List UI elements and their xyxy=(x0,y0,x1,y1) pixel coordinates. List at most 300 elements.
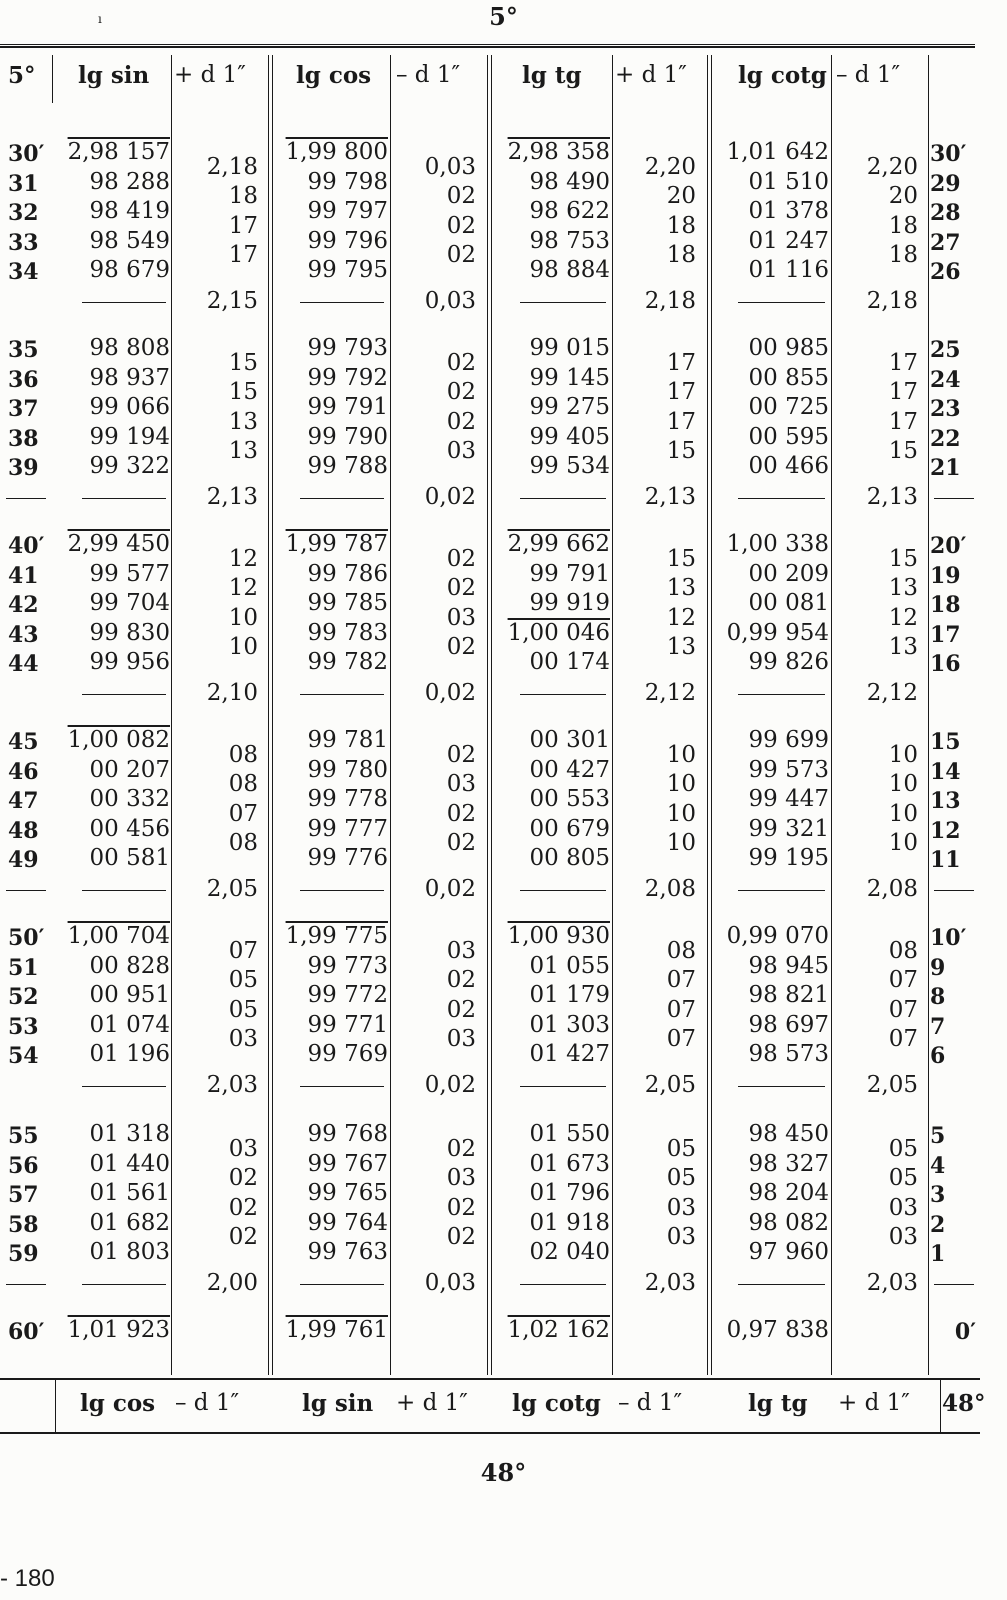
header-d-cotg: – d 1″ xyxy=(836,62,901,88)
lg-tg-cell xyxy=(498,785,610,815)
lg-cotg-cell xyxy=(716,589,829,619)
lg-cos-value: 99 765 xyxy=(307,1180,388,1206)
lg-sin-cell xyxy=(60,1040,170,1070)
d-sin-cell: 08 xyxy=(228,741,258,768)
minute-label: 10′ xyxy=(930,925,967,951)
minute-label: 24 xyxy=(930,366,961,393)
col-rule xyxy=(55,1380,56,1432)
lg-tg-cell xyxy=(498,364,610,394)
lg-cos-value: 1,99 800 xyxy=(285,139,388,165)
separator-dash xyxy=(82,302,166,303)
left-minutes xyxy=(8,140,44,288)
d-tg-cell: 05 xyxy=(666,1165,696,1192)
minute-label: 4 xyxy=(930,1152,946,1179)
minute-label: 17 xyxy=(930,621,961,648)
lg-sin-value: 01 440 xyxy=(89,1150,170,1177)
lg-cos-cell xyxy=(278,256,388,286)
d-cos-values xyxy=(396,1135,476,1253)
lg-tg-values xyxy=(498,334,610,482)
footer-lg-cotg: lg cotg xyxy=(512,1390,601,1417)
d-sin-separator-value: 2,10 xyxy=(206,679,258,706)
minute-label: 50′ xyxy=(8,925,45,951)
d-cotg-cell: 13 xyxy=(888,634,918,661)
lg-cotg-value: 1,01 642 xyxy=(726,139,829,165)
left-minutes xyxy=(8,532,44,680)
lg-cotg-cell xyxy=(716,197,829,227)
lg-tg-cell xyxy=(498,1040,610,1070)
d-cotg-cell: 20 xyxy=(888,183,918,210)
d-tg-cell: 13 xyxy=(666,575,696,602)
lg-sin-value: 01 074 xyxy=(89,1011,170,1038)
d-cotg-cell: 07 xyxy=(888,996,918,1023)
separator-dash xyxy=(300,1086,384,1087)
d-cotg-cell: 18 xyxy=(888,212,918,239)
right-minutes xyxy=(930,140,966,288)
final-left-minute: 60′ xyxy=(8,1319,45,1345)
d-cotg-cell: 15 xyxy=(888,545,918,572)
left-minutes xyxy=(8,336,39,484)
lg-cotg-value: 01 247 xyxy=(748,227,829,254)
d-tg-values xyxy=(618,1135,696,1253)
minute-label: 9 xyxy=(930,954,946,981)
lg-tg-cell xyxy=(498,952,610,982)
lg-sin-value: 99 704 xyxy=(89,590,170,616)
minute-label: 7 xyxy=(930,1013,946,1040)
lg-cotg-cell xyxy=(716,1238,829,1268)
lg-cos-cell xyxy=(278,1040,388,1070)
final-right-minute: 0′ xyxy=(954,1319,976,1345)
d-cotg-values xyxy=(838,741,918,859)
minute-label: 59 xyxy=(8,1241,39,1267)
minute-label: 19 xyxy=(930,562,961,589)
lg-tg-value: 01 055 xyxy=(529,952,610,979)
lg-cotg-cell xyxy=(716,168,829,198)
lg-cos-cell xyxy=(278,197,388,227)
separator-dash xyxy=(82,890,166,891)
d-tg-cell: 17 xyxy=(666,349,696,376)
separator-dash xyxy=(738,302,825,303)
d-sin-cell: 10 xyxy=(228,604,258,631)
d-cotg-cell: 10 xyxy=(888,771,918,798)
d-cotg-cell: 10 xyxy=(888,741,918,768)
lg-tg-cell xyxy=(498,648,610,678)
lg-cotg-value: 0,99 954 xyxy=(726,619,829,646)
lg-cos-cell xyxy=(278,1238,388,1268)
lg-sin-value: 98 937 xyxy=(89,364,170,391)
minute-label: 27 xyxy=(930,229,961,256)
lg-cotg-cell xyxy=(716,138,829,168)
d-tg-separator-value: 2,12 xyxy=(644,679,696,706)
final-lg-cos-char: 1,99 761 xyxy=(285,1317,388,1343)
lg-tg-value: 2,98 358 xyxy=(507,139,610,165)
lg-sin-cell xyxy=(60,168,170,198)
d-sin-cell: 07 xyxy=(228,800,258,827)
lg-sin-cell xyxy=(60,1238,170,1268)
lg-tg-cell xyxy=(498,726,610,756)
d-tg-separator-value: 2,05 xyxy=(644,1071,696,1098)
lg-cos-value: 99 786 xyxy=(307,560,388,587)
lg-sin-cell xyxy=(60,844,170,874)
separator-dash xyxy=(738,1086,825,1087)
lg-cos-cell xyxy=(278,589,388,619)
lg-sin-cell xyxy=(60,1209,170,1239)
right-minutes xyxy=(930,336,966,484)
separator-dash xyxy=(520,1284,606,1285)
d-cotg-cell: 2,20 xyxy=(866,153,918,180)
minute-label: 6 xyxy=(930,1043,946,1069)
lg-cos-cell xyxy=(278,423,388,453)
minute-label: 18 xyxy=(930,592,961,618)
lg-tg-value: 00 805 xyxy=(529,845,610,871)
lg-sin-values xyxy=(60,334,170,482)
d-sin-cell: 03 xyxy=(228,1026,258,1053)
lg-cotg-cell xyxy=(716,1150,829,1180)
d-tg-cell: 18 xyxy=(666,212,696,239)
minute-label: 30′ xyxy=(8,141,45,167)
lg-cotg-value: 98 573 xyxy=(748,1041,829,1067)
lg-cos-value: 99 780 xyxy=(307,756,388,783)
lg-tg-value: 1,00 046 xyxy=(507,619,610,646)
minute-label: 30′ xyxy=(930,141,967,167)
lg-cos-cell xyxy=(278,1120,388,1150)
lg-tg-value: 01 918 xyxy=(529,1209,610,1236)
d-tg-cell: 05 xyxy=(666,1135,696,1162)
lg-cotg-cell xyxy=(716,452,829,482)
lg-cotg-cell xyxy=(716,981,829,1011)
final-lg-tg-char: 1,02 162 xyxy=(507,1317,610,1343)
lg-cos-cell xyxy=(278,1179,388,1209)
lg-cotg-value: 01 116 xyxy=(748,257,829,283)
lg-cotg-cell xyxy=(716,560,829,590)
lg-tg-value: 00 553 xyxy=(529,786,610,812)
lg-cotg-cell xyxy=(716,334,829,364)
lg-cos-value: 99 788 xyxy=(307,453,388,479)
d-cotg-cell: 17 xyxy=(888,379,918,406)
d-sin-separator-value: 2,15 xyxy=(206,287,258,314)
lg-cos-cell xyxy=(278,227,388,257)
lg-sin-value: 99 956 xyxy=(89,649,170,675)
right-minutes xyxy=(930,1122,966,1270)
minute-label: 2 xyxy=(930,1211,946,1238)
minute-label: 20′ xyxy=(930,533,967,559)
minute-label: 38 xyxy=(8,425,39,452)
minute-label: 32 xyxy=(8,200,39,226)
minute-label: 14 xyxy=(930,758,961,785)
d-tg-cell: 10 xyxy=(666,771,696,798)
left-minutes xyxy=(8,728,39,876)
minute-label: 58 xyxy=(8,1211,39,1238)
d-cotg-separator-value: 2,12 xyxy=(866,679,918,706)
lg-tg-cell xyxy=(498,423,610,453)
d-cos-cell: 03 xyxy=(446,1026,476,1053)
d-cos-cell: 0,03 xyxy=(424,153,476,180)
lg-cos-value: 99 798 xyxy=(307,168,388,195)
lg-sin-cell xyxy=(60,726,170,756)
lg-cos-value: 99 771 xyxy=(307,1011,388,1038)
d-cotg-cell: 03 xyxy=(888,1194,918,1221)
d-cotg-cell: 10 xyxy=(888,830,918,857)
lg-cotg-cell xyxy=(716,1209,829,1239)
d-cos-cell: 02 xyxy=(446,800,476,827)
d-tg-cell: 07 xyxy=(666,996,696,1023)
lg-tg-cell xyxy=(498,452,610,482)
minute-label: 52 xyxy=(8,984,39,1010)
page-title-top: 5° xyxy=(489,2,518,31)
d-sin-cell: 15 xyxy=(228,379,258,406)
lg-sin-cell xyxy=(60,1120,170,1150)
separator-dash xyxy=(738,1284,825,1285)
separator-dash xyxy=(520,498,606,499)
d-cos-separator-value: 0,02 xyxy=(424,679,476,706)
lg-tg-cell xyxy=(498,393,610,423)
lg-tg-values xyxy=(498,138,610,286)
lg-sin-cell xyxy=(60,227,170,257)
minute-separator-right xyxy=(934,890,974,891)
minute-label: 23 xyxy=(930,396,961,422)
lg-sin-cell xyxy=(60,256,170,286)
lg-sin-cell xyxy=(60,952,170,982)
d-cos-cell: 03 xyxy=(446,604,476,631)
lg-cotg-cell xyxy=(716,844,829,874)
d-cos-cell: 02 xyxy=(446,379,476,406)
d-sin-values xyxy=(176,545,258,663)
d-tg-cell: 12 xyxy=(666,604,696,631)
lg-cos-values xyxy=(278,334,388,482)
lg-cotg-cell xyxy=(716,227,829,257)
separator-dash xyxy=(520,890,606,891)
d-cotg-cell: 05 xyxy=(888,1135,918,1162)
lg-cos-value: 99 767 xyxy=(307,1150,388,1177)
minute-label: 29 xyxy=(930,170,961,197)
header-d-tg: + d 1″ xyxy=(615,62,687,88)
d-cotg-separator-value: 2,18 xyxy=(866,287,918,314)
separator-dash xyxy=(82,498,166,499)
lg-cos-value: 99 772 xyxy=(307,982,388,1008)
lg-cos-values xyxy=(278,138,388,286)
col-rule xyxy=(268,55,269,1375)
lg-cos-cell xyxy=(278,138,388,168)
d-tg-cell: 07 xyxy=(666,967,696,994)
d-tg-cell: 03 xyxy=(666,1224,696,1251)
lg-cotg-cell xyxy=(716,726,829,756)
header-degree: 5° xyxy=(8,62,36,89)
lg-tg-cell xyxy=(498,619,610,649)
footer-lg-sin: lg sin xyxy=(302,1390,374,1417)
d-sin-cell: 07 xyxy=(228,937,258,964)
lg-tg-cell xyxy=(498,815,610,845)
d-sin-separator-value: 2,03 xyxy=(206,1071,258,1098)
minute-label: 3 xyxy=(930,1182,946,1208)
lg-cotg-value: 98 450 xyxy=(748,1121,829,1147)
footer-rule-bottom xyxy=(0,1432,980,1434)
lg-cotg-cell xyxy=(716,785,829,815)
lg-cotg-value: 98 821 xyxy=(748,982,829,1008)
lg-tg-values xyxy=(498,530,610,678)
lg-cos-cell xyxy=(278,815,388,845)
d-cotg-values xyxy=(838,1135,918,1253)
lg-tg-values xyxy=(498,726,610,874)
separator-dash xyxy=(738,498,825,499)
d-cotg-cell: 17 xyxy=(888,408,918,435)
col-rule xyxy=(390,55,391,1375)
lg-sin-cell xyxy=(60,452,170,482)
d-cotg-cell: 18 xyxy=(888,242,918,269)
lg-tg-values xyxy=(498,1120,610,1268)
minute-label: 51 xyxy=(8,954,39,981)
col-rule xyxy=(612,55,613,1375)
col-rule xyxy=(831,55,832,1375)
minute-separator-right xyxy=(934,498,974,499)
lg-sin-values xyxy=(60,726,170,874)
final-lg-sin xyxy=(60,1316,170,1346)
separator-dash xyxy=(82,1284,166,1285)
minute-label: 54 xyxy=(8,1043,39,1069)
lg-cos-cell xyxy=(278,981,388,1011)
header-lg-tg: lg tg xyxy=(522,62,582,89)
d-cos-values xyxy=(396,741,476,859)
lg-sin-cell xyxy=(60,756,170,786)
lg-cos-cell xyxy=(278,364,388,394)
lg-cotg-value: 98 327 xyxy=(748,1150,829,1177)
lg-sin-value: 99 830 xyxy=(89,619,170,646)
lg-tg-cell xyxy=(498,227,610,257)
lg-tg-value: 01 796 xyxy=(529,1180,610,1206)
lg-cotg-value: 99 699 xyxy=(748,727,829,753)
left-minutes xyxy=(8,1122,39,1270)
d-sin-cell: 12 xyxy=(228,545,258,572)
lg-tg-value: 01 303 xyxy=(529,1011,610,1038)
lg-cos-cell xyxy=(278,619,388,649)
d-cotg-cell: 07 xyxy=(888,967,918,994)
d-tg-cell: 07 xyxy=(666,1026,696,1053)
lg-sin-value: 99 066 xyxy=(89,394,170,420)
lg-tg-cell xyxy=(498,334,610,364)
lg-sin-value: 99 322 xyxy=(89,453,170,479)
d-sin-values xyxy=(176,153,258,271)
lg-cos-value: 99 782 xyxy=(307,649,388,675)
minute-label: 53 xyxy=(8,1013,39,1040)
lg-cotg-value: 1,00 338 xyxy=(726,531,829,557)
lg-tg-value: 01 550 xyxy=(529,1121,610,1147)
lg-cos-cell xyxy=(278,1150,388,1180)
d-sin-cell: 2,18 xyxy=(206,153,258,180)
minute-label: 12 xyxy=(930,817,961,844)
final-lg-cos xyxy=(278,1316,388,1346)
separator-dash xyxy=(520,1086,606,1087)
lg-cos-cell xyxy=(278,756,388,786)
top-rule-thick xyxy=(0,46,975,48)
lg-cotg-value: 99 321 xyxy=(748,815,829,842)
minute-label: 39 xyxy=(8,455,39,481)
d-cos-cell: 02 xyxy=(446,212,476,239)
minute-label: 26 xyxy=(930,259,961,285)
lg-cotg-values xyxy=(716,138,829,286)
lg-sin-values xyxy=(60,530,170,678)
d-cos-cell: 03 xyxy=(446,1165,476,1192)
minute-label: 31 xyxy=(8,170,39,197)
d-cotg-separator-value: 2,08 xyxy=(866,875,918,902)
lg-cotg-cell xyxy=(716,922,829,952)
minute-label: 16 xyxy=(930,651,961,677)
d-cos-cell: 02 xyxy=(446,1194,476,1221)
col-rule xyxy=(52,55,53,103)
right-minutes xyxy=(930,728,966,876)
lg-tg-cell xyxy=(498,756,610,786)
d-sin-separator-value: 2,00 xyxy=(206,1269,258,1296)
lg-sin-values xyxy=(60,1120,170,1268)
lg-sin-values xyxy=(60,138,170,286)
d-tg-cell: 10 xyxy=(666,830,696,857)
header-lg-cos: lg cos xyxy=(296,62,372,89)
minute-label: 5 xyxy=(930,1123,946,1149)
col-rule xyxy=(491,55,492,1375)
minute-label: 49 xyxy=(8,847,39,873)
lg-cos-value: 99 792 xyxy=(307,364,388,391)
lg-cos-value: 99 795 xyxy=(307,257,388,283)
lg-sin-cell xyxy=(60,815,170,845)
lg-cotg-cell xyxy=(716,815,829,845)
d-sin-cell: 13 xyxy=(228,408,258,435)
minute-label: 34 xyxy=(8,259,39,285)
lg-tg-cell xyxy=(498,981,610,1011)
d-cos-values xyxy=(396,349,476,467)
d-cotg-values xyxy=(838,545,918,663)
lg-tg-cell xyxy=(498,1238,610,1268)
d-tg-separator-value: 2,13 xyxy=(644,483,696,510)
d-tg-cell: 10 xyxy=(666,800,696,827)
lg-sin-value: 2,98 157 xyxy=(67,139,170,165)
lg-tg-value: 99 275 xyxy=(529,394,610,420)
lg-cotg-value: 99 826 xyxy=(748,649,829,675)
lg-cotg-value: 99 573 xyxy=(748,756,829,783)
lg-sin-cell xyxy=(60,197,170,227)
d-cos-separator-value: 0,03 xyxy=(424,287,476,314)
lg-cos-value: 99 776 xyxy=(307,845,388,871)
lg-cotg-cell xyxy=(716,423,829,453)
lg-cotg-cell xyxy=(716,256,829,286)
separator-dash xyxy=(300,694,384,695)
d-sin-cell: 08 xyxy=(228,830,258,857)
lg-sin-value: 01 803 xyxy=(89,1239,170,1265)
d-sin-cell: 10 xyxy=(228,634,258,661)
d-cos-separator-value: 0,03 xyxy=(424,1269,476,1296)
lg-cotg-value: 98 697 xyxy=(748,1011,829,1038)
lg-cos-cell xyxy=(278,922,388,952)
lg-cotg-value: 0,99 070 xyxy=(726,923,829,949)
minute-label: 40′ xyxy=(8,533,45,559)
lg-tg-value: 00 679 xyxy=(529,815,610,842)
lg-tg-cell xyxy=(498,922,610,952)
minute-separator-right xyxy=(934,1284,974,1285)
lg-tg-value: 98 753 xyxy=(529,227,610,254)
lg-tg-cell xyxy=(498,589,610,619)
d-sin-values xyxy=(176,741,258,859)
lg-cotg-cell xyxy=(716,619,829,649)
lg-sin-value: 00 332 xyxy=(89,786,170,812)
d-cos-cell: 03 xyxy=(446,771,476,798)
lg-cotg-cell xyxy=(716,1040,829,1070)
d-sin-cell: 12 xyxy=(228,575,258,602)
col-rule xyxy=(928,55,929,1375)
d-cos-cell: 02 xyxy=(446,575,476,602)
col-rule xyxy=(707,55,708,1375)
minute-label: 25 xyxy=(930,337,961,363)
lg-sin-value: 00 207 xyxy=(89,756,170,783)
lg-tg-cell xyxy=(498,168,610,198)
d-cos-cell: 02 xyxy=(446,1224,476,1251)
lg-cos-values xyxy=(278,1120,388,1268)
d-cos-cell: 02 xyxy=(446,967,476,994)
